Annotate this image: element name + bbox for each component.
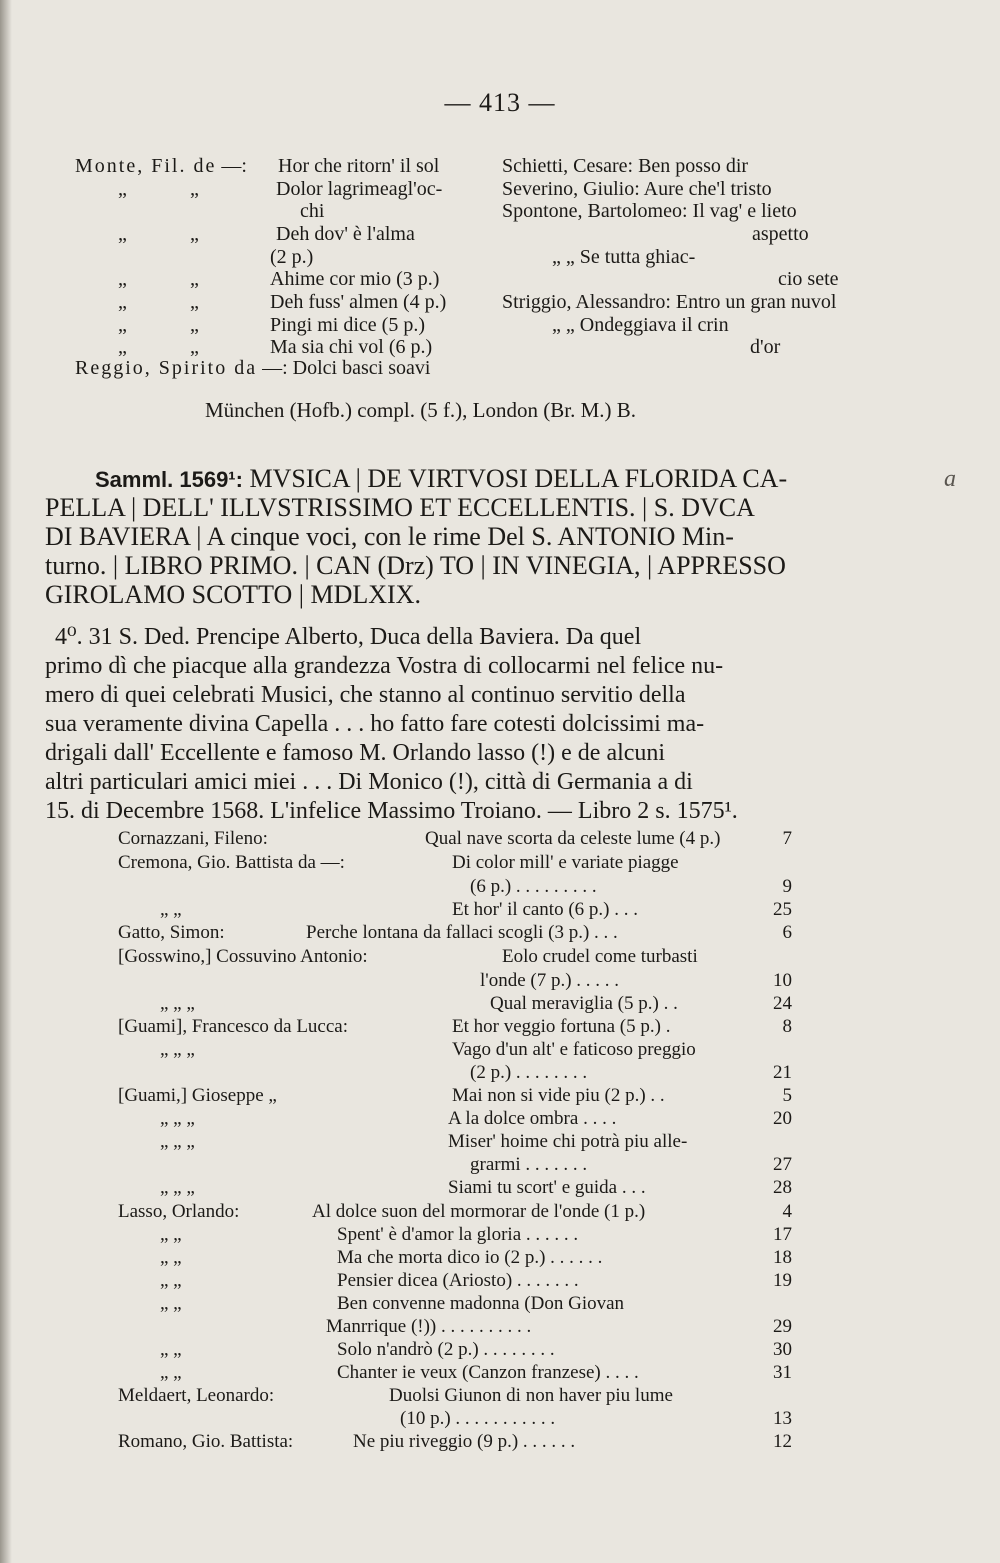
collection-title-line: Samml. 1569¹: MVSICA | DE VIRTVOSI DELLA FLORIDA CA-	[95, 464, 788, 493]
left-entry-title: (2 p.)	[270, 246, 314, 268]
index-author: „ „ „	[160, 993, 195, 1014]
index-title: Siami tu scort' e guida . . .	[448, 1177, 646, 1198]
index-title: Spent' è d'amor la gloria . . . . . .	[337, 1224, 579, 1245]
right-entry: Spontone, Bartolomeo: Il vag' e lieto	[502, 200, 797, 222]
index-title: Pensier dicea (Ariosto) . . . . . . .	[337, 1270, 579, 1291]
index-title: (10 p.) . . . . . . . . . . .	[400, 1408, 556, 1429]
index-title: grarmi . . . . . . .	[470, 1154, 588, 1175]
index-author: „ „	[160, 1270, 182, 1291]
right-entry: d'or	[750, 336, 781, 358]
index-page-number: 5	[782, 1085, 792, 1106]
index-author: Cornazzani, Fileno:	[118, 828, 268, 849]
ditto-mark: „	[118, 223, 127, 245]
index-author: Meldaert, Leonardo:	[118, 1385, 275, 1406]
index-title: Ma che morta dico io (2 p.) . . . . . .	[337, 1247, 603, 1268]
index-author: „ „ „	[160, 1108, 195, 1129]
ditto-mark: „	[190, 223, 199, 245]
ditto-mark: „	[118, 291, 127, 313]
left-entry-title: Hor che ritorn' il sol	[278, 155, 440, 177]
ditto-mark: „	[190, 314, 199, 336]
index-title: Qual meraviglia (5 p.) . .	[490, 993, 678, 1014]
left-entry-title: Ma sia chi vol (6 p.)	[270, 336, 433, 358]
collection-title-line: DI BAVIERA | A cinque voci, con le rime Del S. ANTONIO Min-	[45, 522, 734, 551]
description-line: 4⁰. 31 S. Ded. Prencipe Alberto, Duca della Baviera. Da quel	[55, 624, 642, 650]
index-title: Al dolce suon del mormorar de l'onde (1 p.)	[312, 1201, 646, 1222]
index-title: Di color mill' e variate piagge	[452, 852, 679, 873]
index-title: Chanter ie veux (Canzon franzese) . . . .	[337, 1362, 639, 1383]
show-through-text	[120, 1478, 124, 1494]
index-author: Lasso, Orlando:	[118, 1201, 240, 1222]
left-entry: Reggio, Spirito da —: Dolci basci soavi	[75, 357, 431, 379]
index-page-number: 24	[773, 993, 792, 1014]
index-title: Eolo crudel come turbasti	[502, 946, 698, 967]
index-author: „ „	[160, 1362, 182, 1383]
index-author: [Gosswino,] Cossuvino Antonio:	[118, 946, 368, 967]
margin-annotation: a	[944, 466, 956, 492]
description-line: altri particulari amici miei . . . Di Monico (!), città di Germania a di	[45, 769, 693, 795]
collection-title-line: GIROLAMO SCOTTO | MDLXIX.	[45, 580, 421, 609]
index-author: „ „ „	[160, 1039, 195, 1060]
index-page-number: 12	[773, 1431, 792, 1452]
index-title: Ne piu riveggio (9 p.) . . . . . .	[353, 1431, 576, 1452]
index-author: Gatto, Simon:	[118, 922, 225, 943]
left-entry-title: Deh fuss' almen (4 p.)	[270, 291, 447, 313]
index-title: Manrrique (!)) . . . . . . . . . .	[326, 1316, 532, 1337]
index-title: Ben convenne madonna (Don Giovan	[337, 1293, 625, 1314]
ditto-mark: „	[190, 268, 199, 290]
right-entry: Severino, Giulio: Aure che'l tristo	[502, 178, 772, 200]
ditto-mark: „	[118, 314, 127, 336]
page-binding-shadow	[0, 0, 12, 1563]
right-entry: „ „ Ondeggiava il crin	[552, 314, 729, 336]
library-holdings: München (Hofb.) compl. (5 f.), London (Br. M.) B.	[205, 398, 637, 422]
index-title: Miser' hoime chi potrà piu alle-	[448, 1131, 688, 1152]
collection-title-line: PELLA | DELL' ILLVSTRISSIMO ET ECCELLENTIS. | S. DVCA	[45, 493, 755, 522]
index-author: „ „	[160, 1293, 182, 1314]
index-title: Perche lontana da fallaci scogli (3 p.) . . .	[306, 922, 618, 943]
index-title: Mai non si vide piu (2 p.) . .	[452, 1085, 665, 1106]
index-author: Romano, Gio. Battista:	[118, 1431, 294, 1452]
index-page-number: 21	[773, 1062, 792, 1083]
left-entry-title: chi	[300, 200, 325, 222]
index-page-number: 6	[782, 922, 792, 943]
left-entry-title: Ahime cor mio (3 p.)	[270, 268, 440, 290]
description-line: primo dì che piacque alla grandezza Vostra di collocarmi nel felice nu-	[45, 653, 724, 679]
index-page-number: 4	[782, 1201, 792, 1222]
index-page-number: 13	[773, 1408, 792, 1429]
index-author: „ „	[160, 1224, 182, 1245]
index-author: „ „ „	[160, 1177, 195, 1198]
ditto-mark: „	[190, 291, 199, 313]
index-title: Solo n'andrò (2 p.) . . . . . . . .	[337, 1339, 555, 1360]
index-page-number: 31	[773, 1362, 792, 1383]
index-title: Et hor veggio fortuna (5 p.) .	[452, 1016, 671, 1037]
index-title: Qual nave scorta da celeste lume (4 p.)	[425, 828, 721, 849]
index-title: A la dolce ombra . . . .	[448, 1108, 617, 1129]
description-line: 15. di Decembre 1568. L'infelice Massimo Troiano. — Libro 2 s. 1575¹.	[45, 798, 738, 824]
index-author: [Guami], Francesco da Lucca:	[118, 1016, 349, 1037]
index-title: l'onde (7 p.) . . . . .	[480, 970, 620, 991]
index-page-number: 8	[782, 1016, 792, 1037]
index-page-number: 18	[773, 1247, 792, 1268]
ditto-mark: „	[118, 178, 127, 200]
index-page-number: 7	[782, 828, 792, 849]
right-entry: „ „ Se tutta ghiac-	[552, 246, 696, 268]
left-entry: Monte, Fil. de —:	[75, 155, 247, 177]
right-entry: Striggio, Alessandro: Entro un gran nuvol	[502, 291, 837, 313]
left-entry-title: Deh dov' è l'alma	[276, 223, 415, 245]
right-entry: cio sete	[778, 268, 839, 290]
index-page-number: 20	[773, 1108, 792, 1129]
left-entry-title: Pingi mi dice (5 p.)	[270, 314, 425, 336]
description-line: mero di quei celebrati Musici, che stanno al continuo servitio della	[45, 682, 686, 708]
index-title: Duolsi Giunon di non haver piu lume	[389, 1385, 673, 1406]
collection-title-line: turno. | LIBRO PRIMO. | CAN (Drz) TO | IN VINEGIA, | APPRESSO	[45, 551, 786, 580]
description-line: sua veramente divina Capella . . . ho fatto fare cotesti dolcissimi ma-	[45, 711, 705, 737]
index-page-number: 30	[773, 1339, 792, 1360]
index-page-number: 25	[773, 899, 792, 920]
ditto-mark: „	[118, 268, 127, 290]
index-author: „ „	[160, 1339, 182, 1360]
index-author: „ „ „	[160, 1131, 195, 1152]
ditto-mark: „	[118, 336, 127, 358]
left-entry-title: Dolor lagrimeagl'oc-	[276, 178, 443, 200]
index-title: Vago d'un alt' e faticoso preggio	[452, 1039, 696, 1060]
index-author: „ „	[160, 899, 182, 920]
index-author: „ „	[160, 1247, 182, 1268]
index-page-number: 10	[773, 970, 792, 991]
index-title: (2 p.) . . . . . . . .	[470, 1062, 588, 1083]
index-page-number: 27	[773, 1154, 792, 1175]
description-line: drigali dall' Eccellente e famoso M. Orlando lasso (!) e de alcuni	[45, 740, 666, 766]
index-title: Et hor' il canto (6 p.) . . .	[452, 899, 638, 920]
index-page-number: 28	[773, 1177, 792, 1198]
right-entry: Schietti, Cesare: Ben posso dir	[502, 155, 749, 177]
index-author: [Guami,] Gioseppe „	[118, 1085, 277, 1106]
index-page-number: 17	[773, 1224, 792, 1245]
page-number: — 413 —	[444, 88, 556, 117]
index-title: (6 p.) . . . . . . . . .	[470, 876, 597, 897]
ditto-mark: „	[190, 336, 199, 358]
index-page-number: 19	[773, 1270, 792, 1291]
index-author: Cremona, Gio. Battista da —:	[118, 852, 345, 873]
collection-label: Samml. 1569¹:	[95, 467, 243, 492]
right-entry: aspetto	[752, 223, 809, 245]
index-page-number: 9	[782, 876, 792, 897]
ditto-mark: „	[190, 178, 199, 200]
index-page-number: 29	[773, 1316, 792, 1337]
